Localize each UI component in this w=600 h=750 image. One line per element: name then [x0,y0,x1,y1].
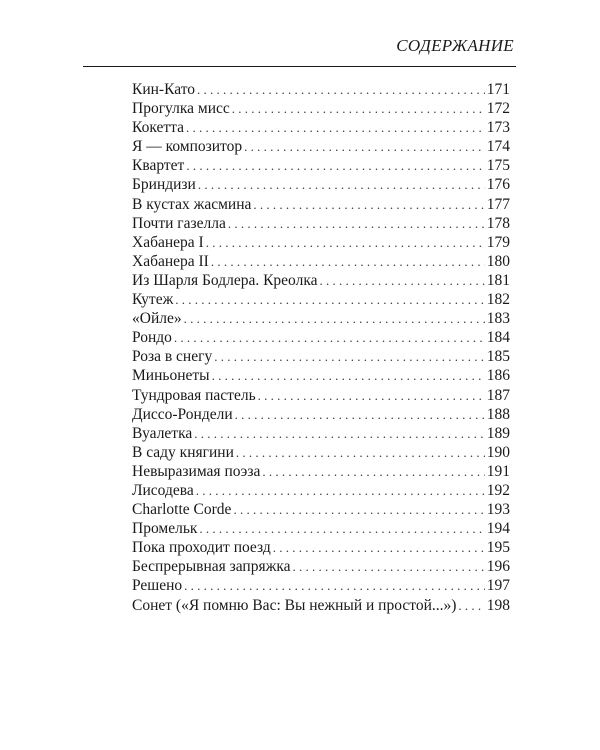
toc-entry-page: 185 [486,348,510,366]
toc-entry-page: 189 [486,424,510,442]
toc-entry[interactable] [132,576,510,595]
toc-entry[interactable] [132,596,510,615]
dot-leader [184,576,485,595]
toc-entry-page: 196 [486,558,510,576]
toc-entry[interactable] [132,443,510,462]
toc-entry[interactable] [132,557,510,576]
toc-entry[interactable] [132,290,510,309]
dot-leader [184,309,485,328]
toc-entry-title: Бриндизи [132,176,196,194]
toc-entry-title: Рондо [132,329,172,347]
toc-entry-title: В кустах жасмина [132,195,252,213]
toc-entry-page: 197 [486,577,510,595]
toc-entry-page: 174 [486,138,510,156]
dot-leader [235,405,485,424]
toc-entry[interactable] [132,80,510,99]
toc-entry-title: Кокетта [132,119,184,137]
dot-leader [175,290,484,309]
toc-entry-page: 192 [486,481,510,499]
table-of-contents [132,80,510,615]
toc-entry-title: Вуалетка [132,424,193,442]
toc-entry-page: 188 [486,405,510,423]
dot-leader [236,443,485,462]
toc-entry-title: Сонет («Я помню Вас: Вы нежный и простой...») [132,596,457,614]
toc-entry-page: 172 [486,100,510,118]
toc-entry-title: В саду княгини [132,443,234,461]
toc-entry[interactable] [132,309,510,328]
toc-entry-page: 186 [486,367,510,385]
toc-entry-page: 193 [486,501,510,519]
dot-leader [198,175,485,194]
toc-entry-page: 190 [486,443,510,461]
toc-entry-page: 187 [486,386,510,404]
toc-entry[interactable] [132,233,510,252]
dot-leader [174,328,485,347]
toc-entry[interactable] [132,195,510,214]
toc-entry[interactable] [132,519,510,538]
toc-entry-title: Миньонеты [132,367,210,385]
toc-entry-title: Хабанера I [132,233,204,251]
dot-leader [214,347,485,366]
toc-entry-page: 198 [486,596,510,614]
toc-entry-page: 194 [486,520,510,538]
toc-entry-title: Charlotte Corde [132,501,232,519]
toc-entry[interactable] [132,156,510,175]
toc-entry-title: Прогулка мисс [132,100,230,118]
toc-entry[interactable] [132,500,510,519]
dot-leader [196,481,485,500]
toc-entry-page: 175 [486,157,510,175]
dot-leader [320,271,485,290]
toc-entry[interactable] [132,252,510,271]
toc-entry-page: 183 [486,310,510,328]
toc-entry-page: 181 [486,271,510,289]
toc-entry-page: 171 [486,81,510,98]
toc-entry[interactable] [132,366,510,385]
toc-entry-title: Роза в снегу [132,348,213,366]
dot-leader [197,80,485,99]
dot-leader [206,233,485,252]
dot-leader [458,596,484,615]
toc-entry-page: 184 [486,329,510,347]
toc-entry-title: Кутеж [132,291,174,309]
dot-leader [253,195,484,214]
dot-leader [199,519,484,538]
dot-leader [233,500,484,519]
toc-entry-title: Я — композитор [132,138,243,156]
toc-entry-page: 195 [486,539,510,557]
toc-entry-title: Почти газелла [132,214,226,232]
toc-entry[interactable] [132,462,510,481]
dot-leader [211,252,485,271]
dot-leader [262,462,484,481]
toc-entry[interactable] [132,347,510,366]
toc-entry-title: «Ойле» [132,310,182,328]
toc-entry[interactable] [132,405,510,424]
toc-entry[interactable] [132,99,510,118]
dot-leader [273,538,485,557]
toc-entry-title: Кин-Като [132,81,196,98]
toc-entry-page: 191 [486,462,510,480]
toc-entry[interactable] [132,328,510,347]
toc-entry-page: 173 [486,119,510,137]
toc-entry-page: 178 [486,214,510,232]
toc-entry-title: Решено [132,577,183,595]
toc-entry-page: 177 [486,195,510,213]
running-head-title: СОДЕРЖАНИЕ [396,36,514,55]
toc-entry-title: Диссо-Рондели [132,405,233,423]
toc-entry-title: Тундровая пастель [132,386,256,404]
dot-leader [186,156,484,175]
toc-entry[interactable] [132,214,510,233]
dot-leader [244,137,485,156]
toc-entry-page: 179 [486,233,510,251]
toc-entry-title: Промельк [132,520,198,538]
toc-entry-title: Пока проходит поезд [132,539,271,557]
header-rule [83,66,516,67]
dot-leader [186,118,485,137]
toc-entry-page: 176 [486,176,510,194]
toc-entry[interactable] [132,386,510,405]
toc-entry[interactable] [132,271,510,290]
toc-entry[interactable] [132,538,510,557]
toc-entry[interactable] [132,175,510,194]
dot-leader [228,214,485,233]
toc-entry-title: Хабанера II [132,252,209,270]
dot-leader [212,366,485,385]
toc-entry-title: Беспрерывная запряжка [132,558,291,576]
toc-entry[interactable] [132,424,510,443]
toc-entry[interactable] [132,118,510,137]
dot-leader [194,424,484,443]
toc-entry[interactable] [132,481,510,500]
toc-entry[interactable] [132,137,510,156]
toc-entry-title: Лисодева [132,481,194,499]
dot-leader [258,386,485,405]
dot-leader [232,99,485,118]
toc-entry-page: 182 [486,291,510,309]
toc-entry-title: Невыразимая поэза [132,462,261,480]
toc-entry-title: Квартет [132,157,185,175]
toc-entry-title: Из Шарля Бодлера. Креолка [132,271,318,289]
dot-leader [293,557,485,576]
toc-entry-page: 180 [486,252,510,270]
